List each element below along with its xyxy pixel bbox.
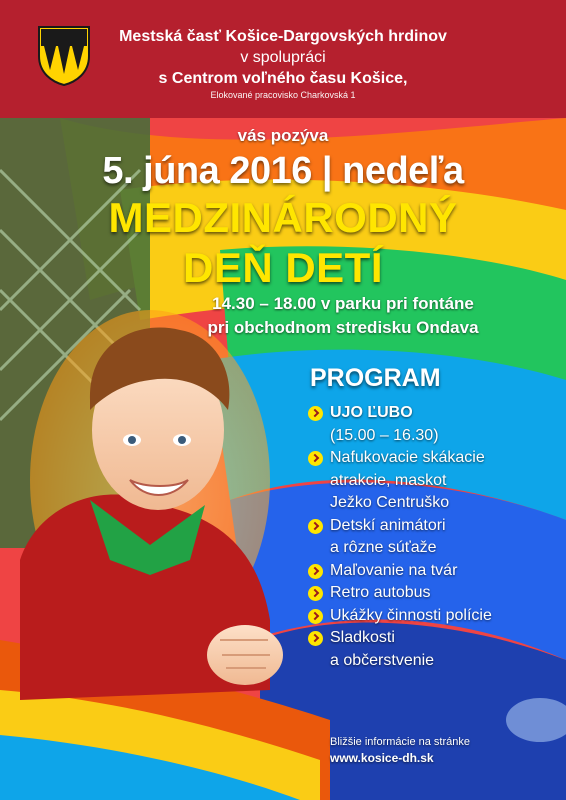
program-item-line: UJO ĽUBO <box>330 404 413 421</box>
program-item-line: Retro autobus <box>330 584 431 601</box>
program-item-line: Ježko Centruško <box>330 494 450 511</box>
event-time-place: 14.30 – 18.00 v parku pri fontáne <box>212 294 474 313</box>
chevron-right-icon <box>308 451 323 466</box>
chevron-right-icon <box>308 519 323 534</box>
partner-name: s Centrom voľného času Košice, <box>158 70 408 87</box>
event-location: pri obchodnom stredisku Ondava <box>207 318 479 337</box>
cooperation-text: v spolupráci <box>240 49 326 66</box>
program-item-line: (15.00 – 16.30) <box>330 426 439 444</box>
program-item-line: Sladkosti <box>330 629 395 646</box>
program-item <box>306 627 556 672</box>
program-item <box>306 402 556 447</box>
program-item-line: Ukážky činnosti polície <box>330 606 492 624</box>
chevron-right-icon <box>308 631 323 646</box>
event-date: 5. júna 2016 | nedeľa <box>102 150 464 192</box>
program-item <box>306 515 556 560</box>
invite-text: vás pozýva <box>237 126 329 145</box>
program-item <box>306 582 556 605</box>
chevron-right-icon <box>308 586 323 601</box>
website-link[interactable]: www.kosice-dh.sk <box>330 751 434 765</box>
program-item <box>306 560 556 583</box>
program-item-line: a rôzne súťaže <box>330 539 437 556</box>
program-item-line: a občerstvenie <box>330 651 435 669</box>
program-item-line: Maľovanie na tvár <box>330 561 458 579</box>
header-banner <box>0 0 566 118</box>
program-item <box>306 605 556 628</box>
program-item <box>306 447 556 515</box>
event-title-line1: MEDZINÁRODNÝ <box>108 194 458 241</box>
organizer-block <box>95 26 471 101</box>
program-item-line: atrakcie, maskot <box>330 471 447 489</box>
info-block <box>330 734 470 766</box>
program-item-line: Nafukovacie skákacie <box>330 449 485 466</box>
event-title-line2: DEŇ DETÍ <box>182 244 383 291</box>
chevron-right-icon <box>308 406 323 421</box>
chevron-right-icon <box>308 564 323 579</box>
chevron-right-icon <box>308 609 323 624</box>
info-text: Bližšie informácie na stránke <box>330 736 471 748</box>
partner-address: Elokované pracovisko Charkovská 1 <box>210 90 356 100</box>
program-item-line: Detskí animátori <box>330 516 446 534</box>
program-title: PROGRAM <box>310 364 441 392</box>
organizer-name: Mestská časť Košice-Dargovských hrdinov <box>119 28 447 45</box>
program-list <box>306 402 556 672</box>
coat-of-arms-icon <box>38 26 90 86</box>
